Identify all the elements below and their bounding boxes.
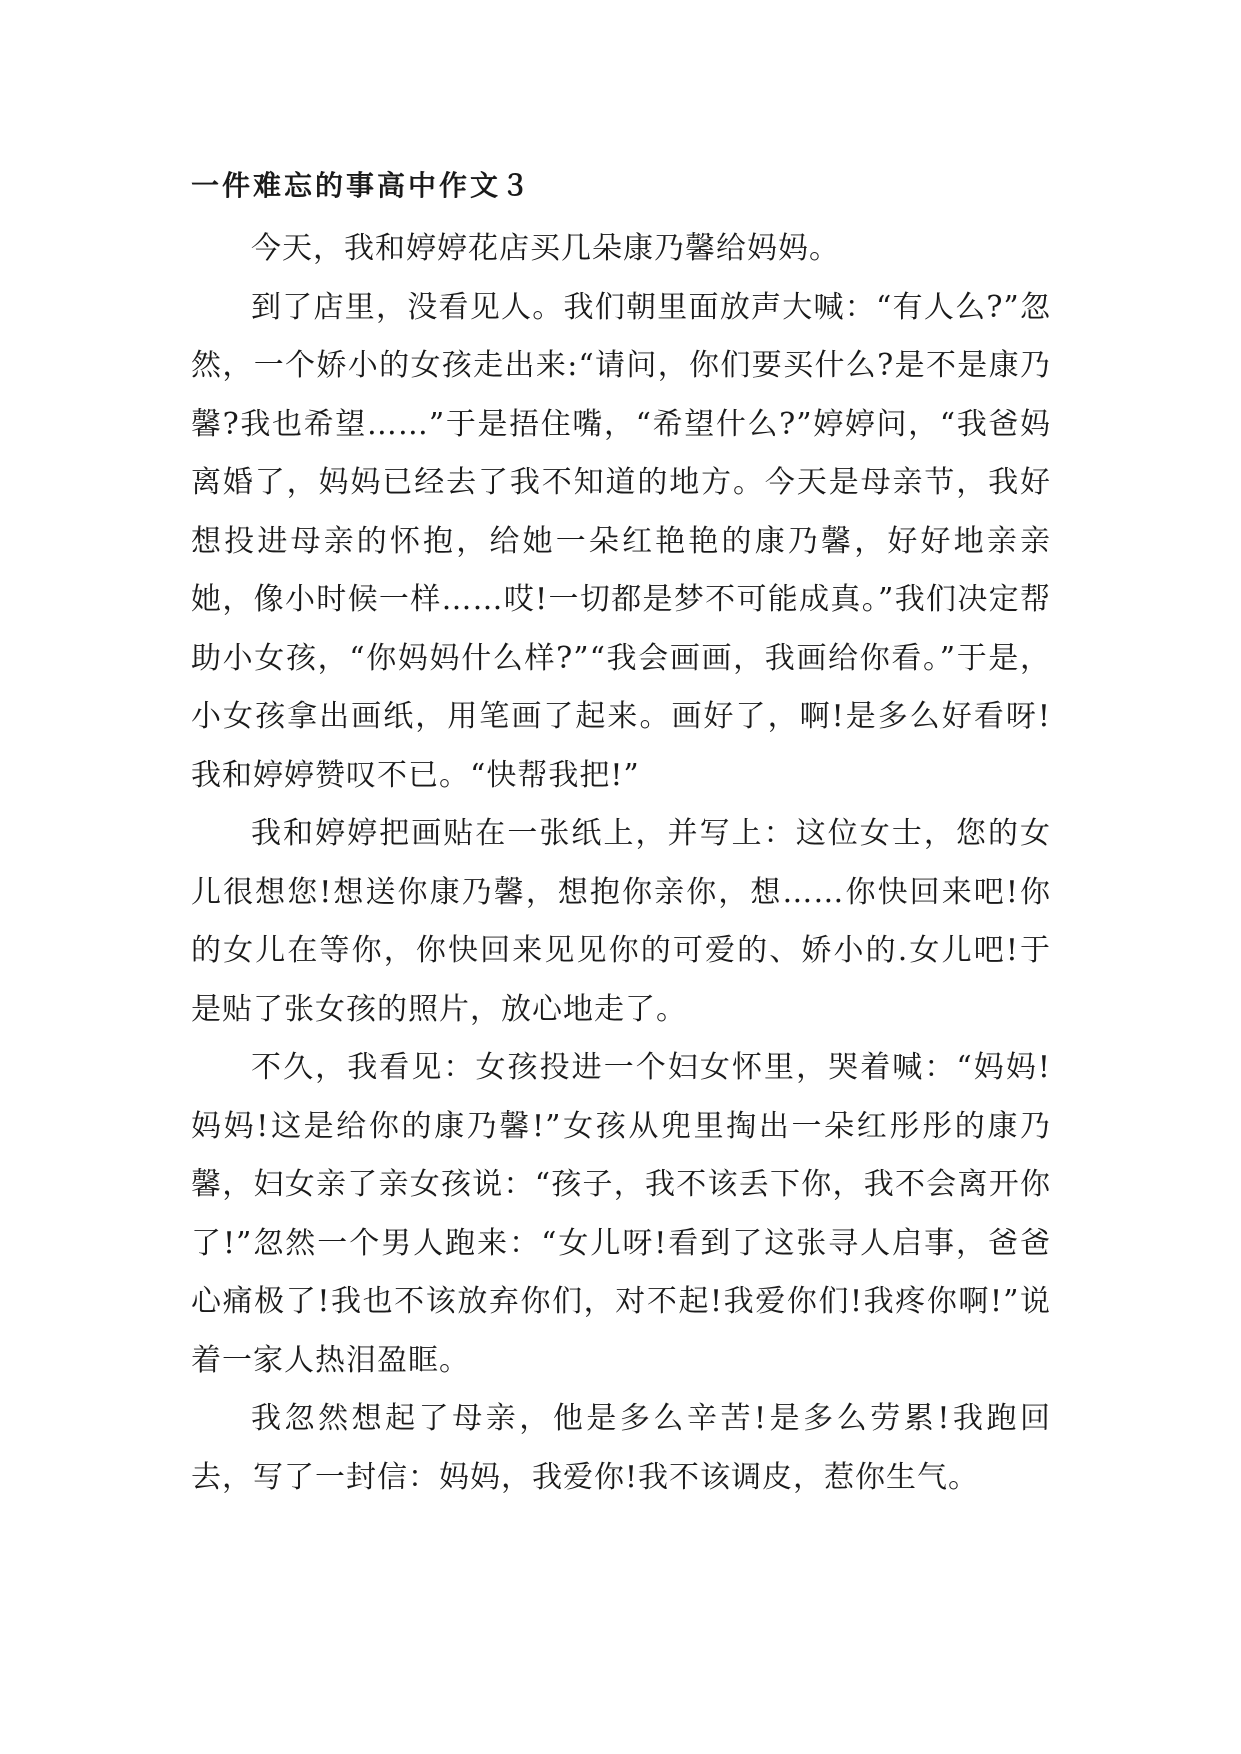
paragraph-1: 今天，我和婷婷花店买几朵康乃馨给妈妈。 xyxy=(251,231,840,266)
paragraph-5: 我忽然想起了母亲，他是多么辛苦!是多么劳累!我跑回去，写了一封信：妈妈，我爱你!我不该调皮，惹你生气。 xyxy=(191,1401,1051,1495)
paragraph-2: 到了店里，没看见人。我们朝里面放声大喊：“有人么?”忽然，一个娇小的女孩走出来:“请问，你们要买什么?是不是康乃馨?我也希望……”于是捂住嘴，“希望什么?”婷婷问，“我爸妈离婚了，妈妈已经去了我不知道的地方。今天是母亲节，我好想投进母亲的怀抱，给她一朵红艳艳的康乃馨，好好地亲亲她，像小时候一样……哎!一切都是梦不可能成真。”我们决定帮助小女孩，“你妈妈什么样?”“我会画画，我画给你看。”于是，小女孩拿出画纸，用笔画了起来。画好了，啊!是多么好看呀!我和婷婷赞叹不已。“快帮我把!” xyxy=(191,289,1051,793)
paragraph-4: 不久，我看见：女孩投进一个妇女怀里，哭着喊：“妈妈!妈妈!这是给你的康乃馨!”女孩从兜里掏出一朵红彤彤的康乃馨，妇女亲了亲女孩说：“孩子，我不该丢下你，我不会离开你了!”忽然一个男人跑来：“女儿呀!看到了这张寻人启事，爸爸心痛极了!我也不该放弃你们，对不起!我爱你们!我疼你啊!”说着一家人热泪盈眶。 xyxy=(191,1050,1051,1378)
paragraph-3: 我和婷婷把画贴在一张纸上，并写上：这位女士，您的女儿很想您!想送你康乃馨，想抱你亲你，想……你快回来吧!你的女儿在等你，你快回来见见你的可爱的、娇小的.女儿吧!于是贴了张女孩的照片，放心地走了。 xyxy=(191,816,1051,1027)
document-title: 一件难忘的事高中作文３ xyxy=(191,169,533,202)
document-body xyxy=(191,158,1051,1507)
